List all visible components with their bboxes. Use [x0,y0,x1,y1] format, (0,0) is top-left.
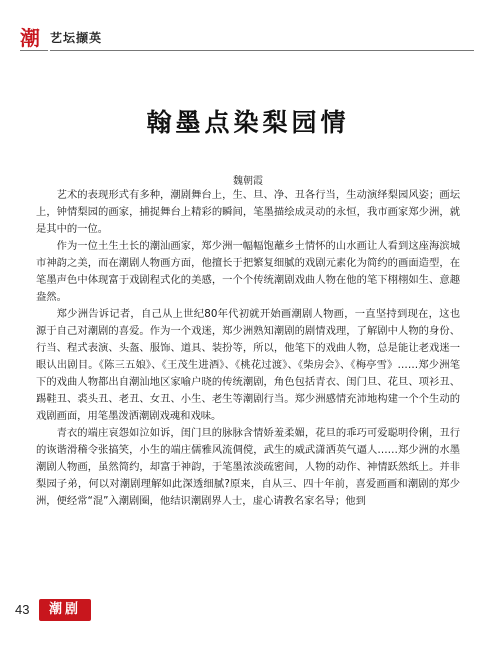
article-author: 魏朝霞 [233,176,263,187]
paragraph: 郑少洲告诉记者，自己从上世纪80年代初就开始画潮剧人物画，一直坚持到现在，这也源于自己对潮剧的喜爱。作为一个戏迷，郑少洲熟知潮剧的剧情戏理，了解剧中人物的身份、行当、程式表演、头盔、服饰、道具、装扮等，所以，他笔下的戏曲人物，总是能让老戏迷一眼认出剧目。《陈三五娘》、《王茂生进酒》、《桃花过渡》、《柴房会》、《梅亭雪》……郑少洲笔下的戏曲人物都出自潮汕地区家喻户晓的传统潮剧，角色包括青衣、闺门旦、花旦、项衫丑、踢鞋丑、裘头丑、老丑、女丑、小生、老生等潮剧行当。郑少洲感情充沛地构建一个个生动的戏剧画面，用笔墨泼洒潮剧戏魂和戏味。 [36,308,460,422]
footer-logo: 潮剧 [39,599,91,621]
article-body [36,187,460,510]
page-header [0,22,496,56]
page-footer [0,598,496,624]
header-divider [50,50,474,51]
paragraph: 青衣的端庄哀怨如泣如诉，闺门旦的脉脉含情娇羞柔媚，花旦的乖巧可爱聪明伶俐，丑行的诙谐滑稽令张搞笑，小生的端庄儒雅风流倜傥，武生的威武潇洒英气逼人……郑少洲的水墨潮剧人物画，虽然简约，却富于神韵，于笔墨浓淡疏密间，人物的动作、神情跃然纸上。并非梨园子弟，何以对潮剧理解如此深透细腻?原来，自从三、四十年前，喜爱画画和潮剧的郑少洲，便经常“混”入潮剧圈，他结识潮剧界人士，虚心请教名家名导；他到 [36,427,460,507]
paragraph: 作为一位土生土长的潮汕画家，郑少洲一幅幅饱蘸乡土情怀的山水画让人看到这座海滨城市神韵之美，而在潮剧人物画方面，他擅长于把繁复细腻的戏剧元素化为简约的画面造型，在笔墨声色中体现富于戏剧程式化的美感，一个个传统潮剧戏曲人物在他的笔下栩栩如生、意趣盎然。 [36,240,460,303]
article-title: 翰墨点染梨园情 [146,108,350,137]
magazine-logo: 潮 [20,26,40,50]
paragraph: 艺术的表现形式有多种，潮剧舞台上，生、旦、净、丑各行当，生动演绎梨园风姿；画坛上，钟情梨园的画家，捕捉舞台上精彩的瞬间，笔墨描绘成灵动的永恒，我市画家郑少洲，就是其中的一位。 [36,189,460,235]
section-title: 艺坛撷英 [50,31,103,45]
page-number: 43 [15,602,30,617]
header-divider-accent [20,50,48,51]
